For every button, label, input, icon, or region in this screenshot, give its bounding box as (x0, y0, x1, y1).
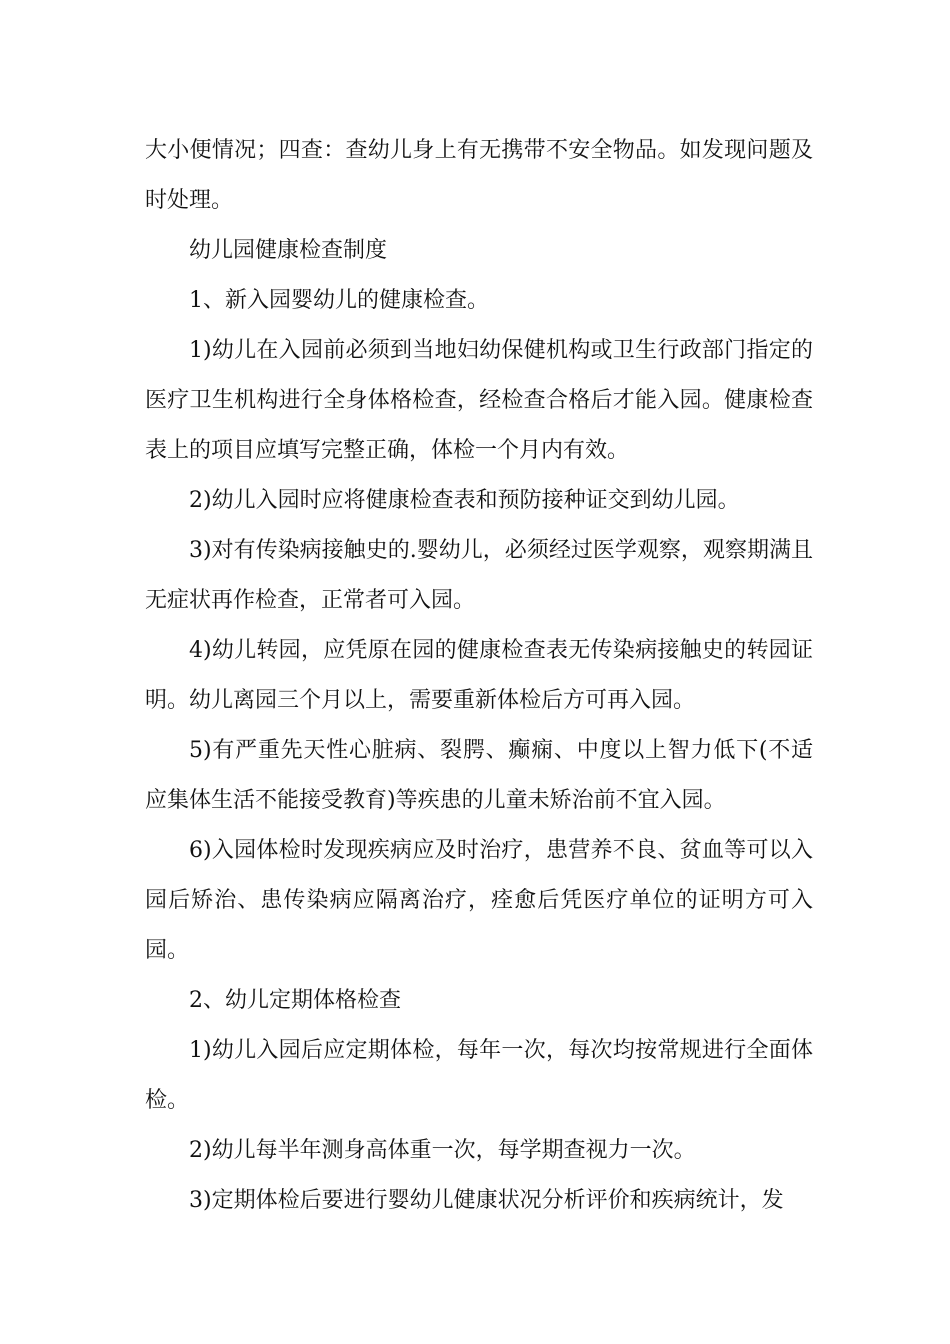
paragraph-continuation: 大小便情况；四查：查幼儿身上有无携带不安全物品。如发现问题及时处理。 (145, 138, 813, 213)
list-item: 3)对有传染病接触史的.婴幼儿，必须经过医学观察，观察期满且无症状再作检查，正常者可入园。 (145, 538, 813, 613)
list-item: 6)入园体检时发现疾病应及时治疗，患营养不良、贫血等可以入园后矫治、患传染病应隔离治疗，痊愈后凭医疗单位的证明方可入园。 (145, 838, 813, 963)
section-heading: 幼儿园健康检查制度 (189, 238, 388, 263)
list-item: 2)幼儿入园时应将健康检查表和预防接种证交到幼儿园。 (189, 488, 740, 513)
subsection-heading: 2、幼儿定期体格检查 (189, 988, 401, 1013)
list-item: 5)有严重先天性心脏病、裂腭、癫痫、中度以上智力低下(不适应集体生活不能接受教育)等疾患的儿童未矫治前不宜入园。 (145, 738, 813, 813)
list-item: 1)幼儿入园后应定期体检，每年一次，每次均按常规进行全面体检。 (145, 1038, 813, 1113)
list-item: 1)幼儿在入园前必须到当地妇幼保健机构或卫生行政部门指定的医疗卫生机构进行全身体格检查，经检查合格后才能入园。健康检查表上的项目应填写完整正确，体检一个月内有效。 (145, 338, 813, 463)
list-item: 3)定期体检后要进行婴幼儿健康状况分析评价和疾病统计，发 (189, 1188, 784, 1213)
list-item: 4)幼儿转园，应凭原在园的健康检查表无传染病接触史的转园证明。幼儿离园三个月以上，需要重新体检后方可再入园。 (145, 638, 813, 713)
subsection-heading: 1、新入园婴幼儿的健康检查。 (189, 288, 489, 313)
document-body (145, 126, 813, 1226)
list-item: 2)幼儿每半年测身高体重一次，每学期查视力一次。 (189, 1138, 696, 1163)
